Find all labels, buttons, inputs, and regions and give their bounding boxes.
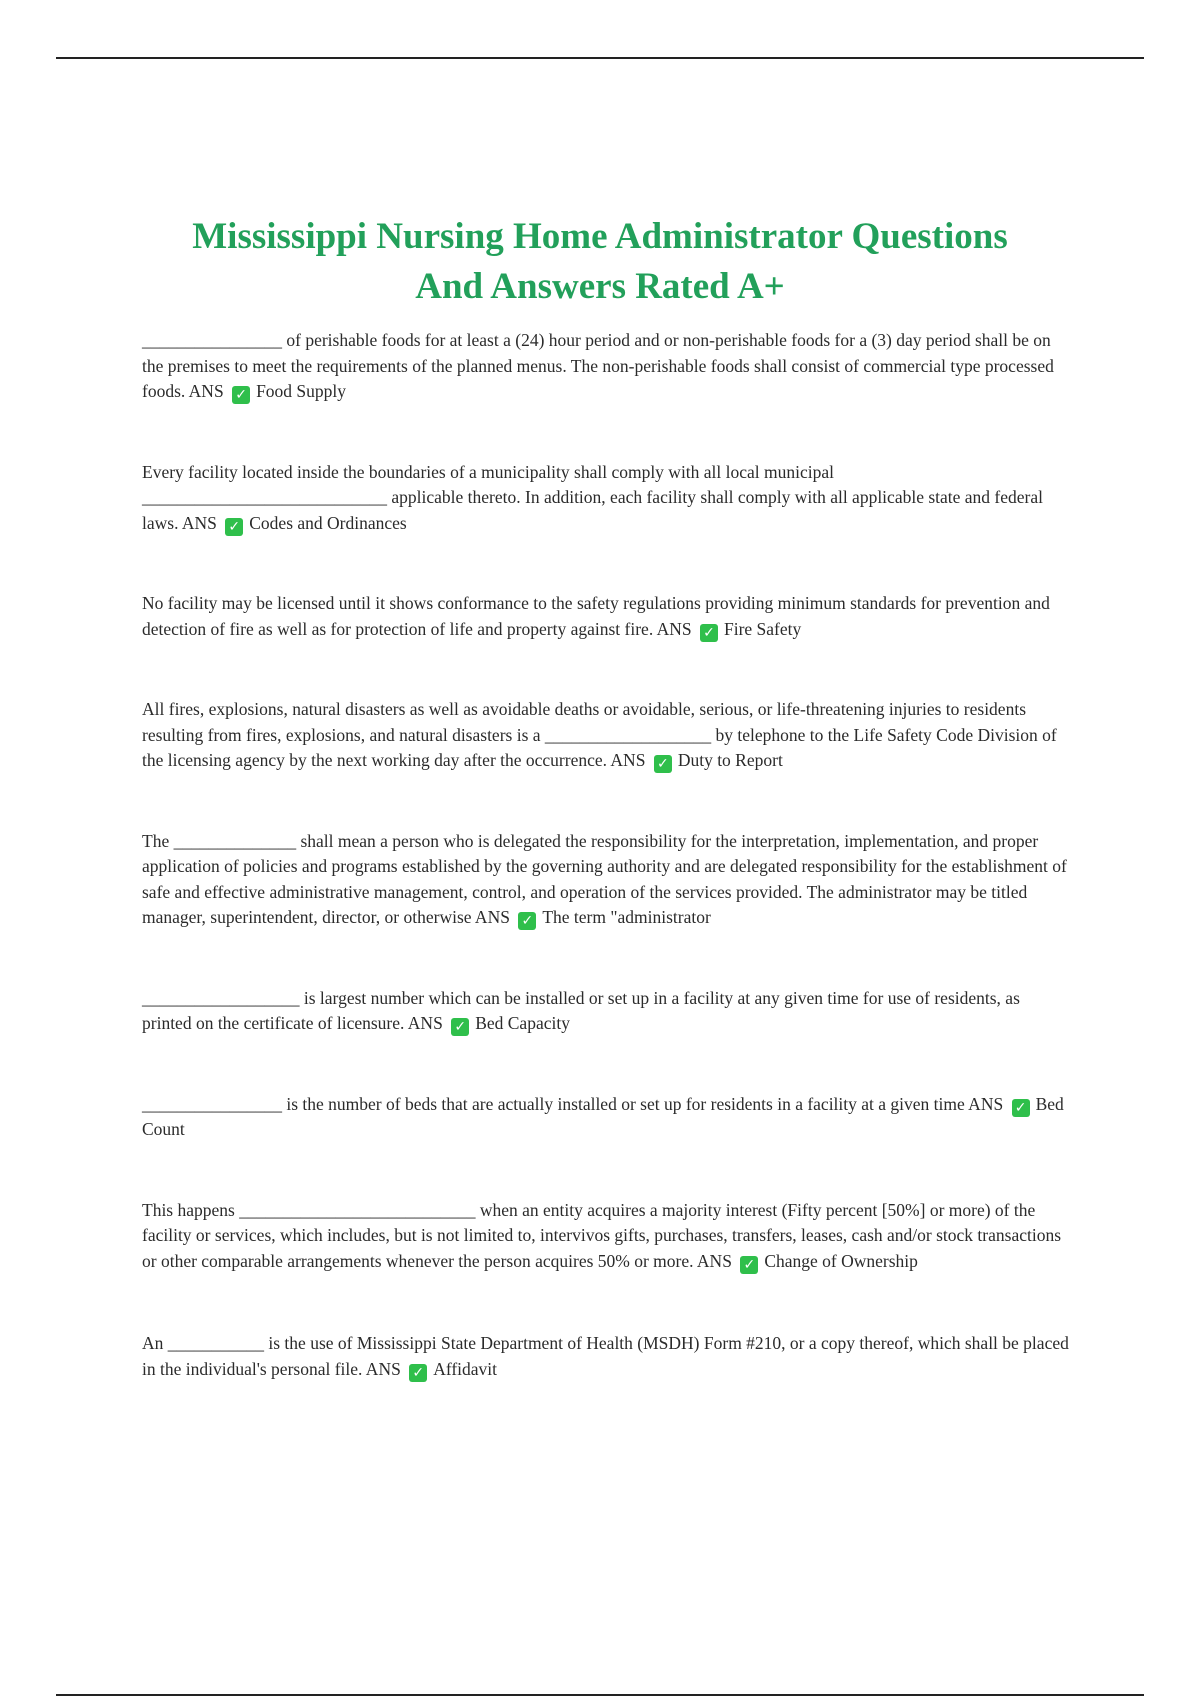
checkmark-icon: ✓ xyxy=(740,1256,758,1274)
answer-text: Food Supply xyxy=(256,381,347,401)
qa-item xyxy=(142,697,1072,774)
question-text: This happens ___________________________ when an entity acquires a majority interest (Fifty percent [50%] or more) of the facility or services, which includes, but is not limited to, intervivos gifts, purchases, transfers, leases, cash and/or stock transactions or other comparable arrangements whenever the person acquires 50% or more. ANS xyxy=(142,1199,1062,1271)
checkmark-icon: ✓ xyxy=(409,1364,427,1382)
bottom-rule xyxy=(56,1694,1144,1696)
qa-item xyxy=(142,591,1072,642)
answer-text: The term "administrator xyxy=(542,907,711,927)
answer-text: Bed Count xyxy=(142,1093,1064,1139)
checkmark-icon: ✓ xyxy=(451,1018,469,1036)
checkmark-icon: ✓ xyxy=(225,518,243,536)
question-text: An ___________ is the use of Mississippi State Department of Health (MSDH) Form #210, or a copy thereof, which shall be placed in the individual's personal file. ANS xyxy=(142,1333,1069,1379)
title-line-1: Mississippi Nursing Home Administrator Questions xyxy=(192,216,1008,257)
checkmark-icon: ✓ xyxy=(1012,1099,1030,1117)
document-title xyxy=(130,212,1070,312)
qa-item xyxy=(142,829,1072,931)
top-rule xyxy=(56,57,1144,59)
answer-text: Affidavit xyxy=(433,1358,498,1379)
question-text: Every facility located inside the boundaries of a municipality shall comply with all local municipal ____________________________ applicable thereto. In addition, each facility shall comply with all applicable state and federal laws. ANS xyxy=(142,461,1043,533)
checkmark-icon: ✓ xyxy=(232,386,250,404)
qa-list xyxy=(142,328,1072,1437)
qa-item xyxy=(142,1331,1072,1382)
answer-text: Codes and Ordinances xyxy=(249,512,407,533)
answer-text: Duty to Report xyxy=(677,750,783,770)
answer-text: Fire Safety xyxy=(723,618,802,639)
question-text: ________________ is the number of beds that are actually installed or set up for residents in a facility at a given time ANS xyxy=(142,1093,1004,1114)
checkmark-icon: ✓ xyxy=(518,912,536,930)
checkmark-icon: ✓ xyxy=(700,624,718,642)
qa-item xyxy=(142,460,1072,537)
question-text: The ______________ shall mean a person who is delegated the responsibility for the interpretation, implementation, and proper application of policies and programs established by the governing authority and are delegated responsibility for the establishment of safe and effective administrative management, control, and operation of the services provided. The administrator may be titled manager, superintendent, director, or otherwise ANS xyxy=(142,830,1067,927)
question-text: No facility may be licensed until it shows conformance to the safety regulations providing minimum standards for prevention and detection of fire as well as for protection of life and property against fire. ANS xyxy=(142,593,1050,639)
answer-text: Bed Capacity xyxy=(475,1013,570,1033)
checkmark-icon: ✓ xyxy=(654,755,672,773)
title-line-2: And Answers Rated A+ xyxy=(415,266,785,307)
qa-item xyxy=(142,328,1072,405)
qa-item xyxy=(142,986,1072,1037)
answer-text: Change of Ownership xyxy=(764,1250,918,1271)
question-text: ________________ of perishable foods for at least a (24) hour period and or non-perishable foods for a (3) day period shall be on the premises to meet the requirements of the planned menus. The non-perishable foods shall consist of commercial type processed foods. ANS xyxy=(142,330,1054,401)
question-text: __________________ is largest number which can be installed or set up in a facility at any given time for use of residents, as printed on the certificate of licensure. ANS xyxy=(142,987,1020,1033)
qa-item xyxy=(142,1092,1072,1143)
question-text: All fires, explosions, natural disasters as well as avoidable deaths or avoidable, serious, or life-threatening injuries to residents resulting from fires, explosions, and natural disasters is a ___________________ by telephone to the Life Safety Code Division of the licensing agency by the next working day after the occurrence. ANS xyxy=(142,699,1057,770)
qa-item xyxy=(142,1198,1072,1275)
